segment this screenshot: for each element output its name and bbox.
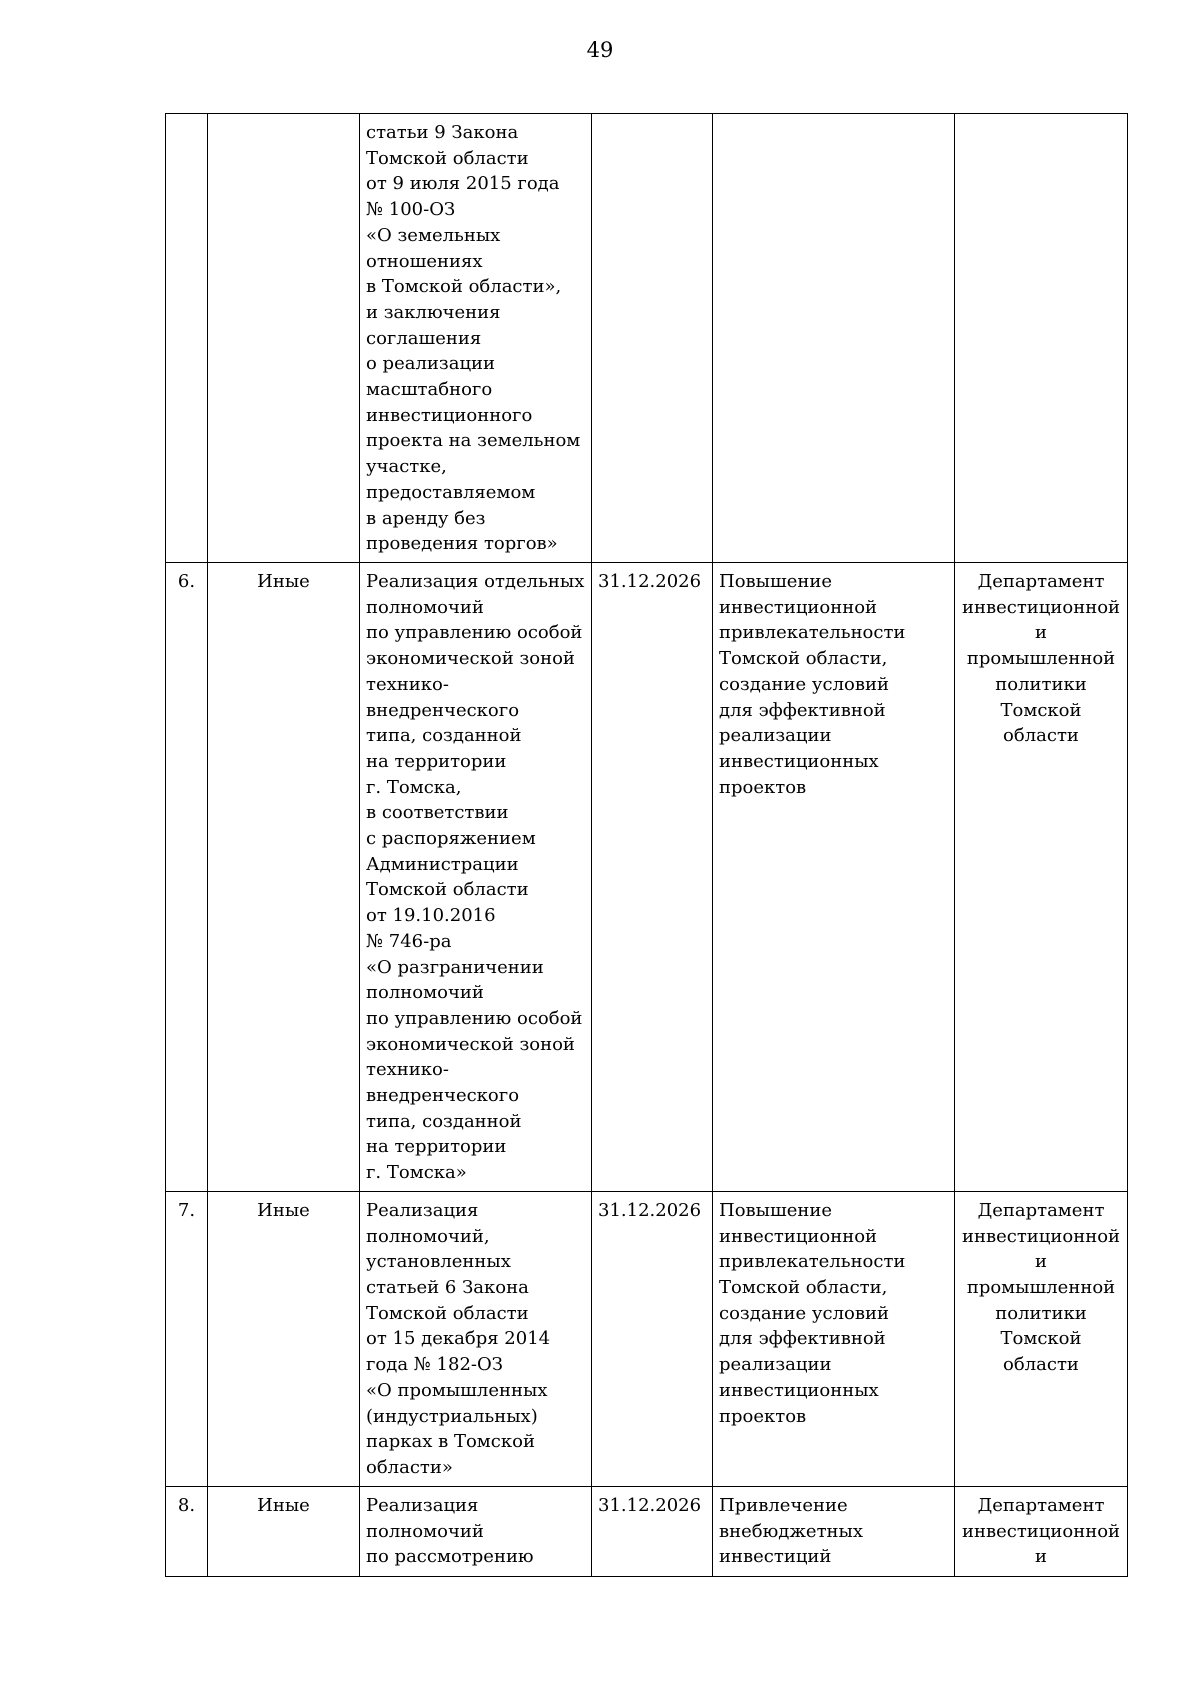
measure-goal: Привлечение внебюджетных инвестиций [713, 1486, 955, 1576]
deadline-date: 31.12.2026 [592, 1486, 713, 1576]
table-row [166, 1191, 1128, 1486]
measure-goal: Повышение инвестиционной привлекательности Томской области, создание условий для эффективной реализации инвестиционных проектов [713, 563, 955, 1192]
measure-description: Реализация отдельных полномочий по управлению особой экономической зоной технико- внедренческого типа, созданной на территории г. Томска, в соответствии с распоряжением Администрации Томской области от 19.10.2016 № 746-ра «О разграничении полномочий по управлению особой экономической зоной технико- внедренческого типа, созданной на территории г. Томска» [360, 563, 592, 1192]
measures-table [165, 113, 1128, 1577]
deadline-date: 31.12.2026 [592, 1191, 713, 1486]
responsible-body [955, 114, 1128, 563]
measure-type: Иные [208, 563, 360, 1192]
deadline-date [592, 114, 713, 563]
table-row [166, 1486, 1128, 1576]
row-number: 6. [166, 563, 208, 1192]
measure-goal: Повышение инвестиционной привлекательности Томской области, создание условий для эффективной реализации инвестиционных проектов [713, 1191, 955, 1486]
measure-type: Иные [208, 1486, 360, 1576]
deadline-date: 31.12.2026 [592, 563, 713, 1192]
measure-type [208, 114, 360, 563]
measure-type: Иные [208, 1191, 360, 1486]
responsible-body: Департамент инвестиционной и промышленной политики Томской области [955, 1191, 1128, 1486]
responsible-body: Департамент инвестиционной и промышленной политики Томской области [955, 563, 1128, 1192]
responsible-body: Департамент инвестиционной и [955, 1486, 1128, 1576]
row-number: 7. [166, 1191, 208, 1486]
table-row [166, 563, 1128, 1192]
row-number: 8. [166, 1486, 208, 1576]
measure-description: статьи 9 Закона Томской области от 9 июля 2015 года № 100-ОЗ «О земельных отношениях в Томской области», и заключения соглашения о реализации масштабного инвестиционного проекта на земельном участке, предоставляемом в аренду без проведения торгов» [360, 114, 592, 563]
measure-description: Реализация полномочий по рассмотрению [360, 1486, 592, 1576]
row-number [166, 114, 208, 563]
page-number: 49 [586, 38, 614, 62]
table-row [166, 114, 1128, 563]
measure-goal [713, 114, 955, 563]
measure-description: Реализация полномочий, установленных статьей 6 Закона Томской области от 15 декабря 2014 года № 182-ОЗ «О промышленных (индустриальных) парках в Томской области» [360, 1191, 592, 1486]
